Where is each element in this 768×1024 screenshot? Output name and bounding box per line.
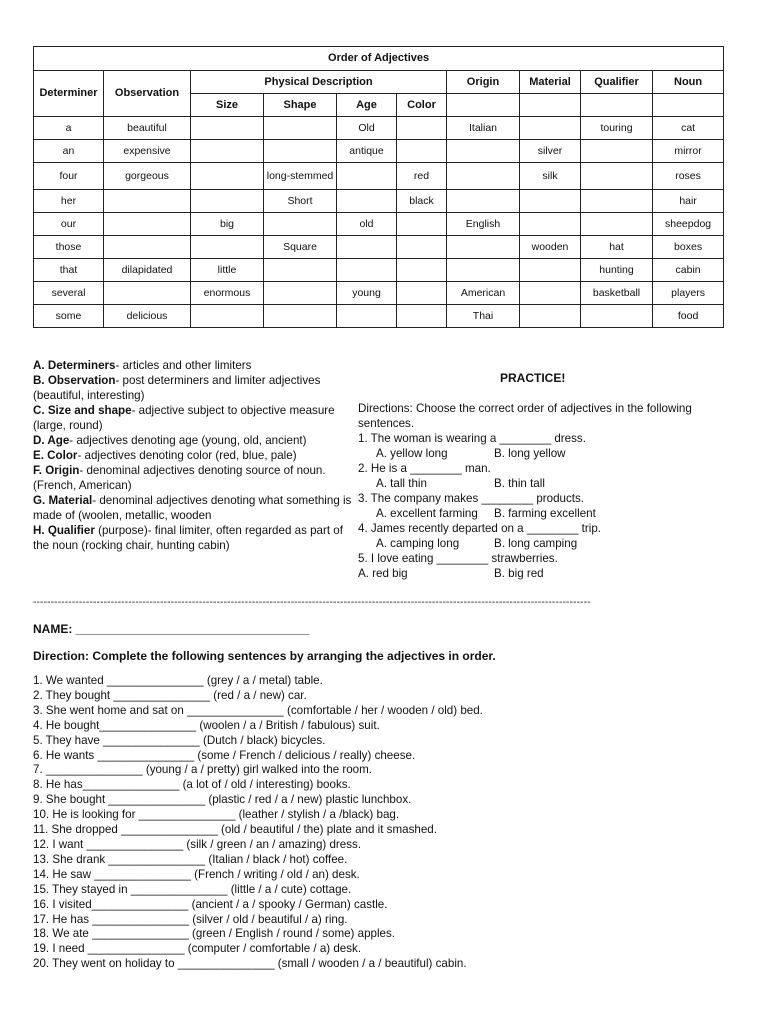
exercise-item: 14. He saw _______________ (French / writing / old / an) desk.: [33, 867, 360, 881]
table-cell: [337, 236, 397, 259]
table-cell: hat: [581, 236, 653, 259]
exercise-item: 2. They bought _______________ (red / a / new) car.: [33, 688, 307, 702]
table-cell: [191, 117, 264, 140]
table-cell: [191, 163, 264, 190]
exercise-item: 20. They went on holiday to _______________ (small / wooden / a / beautiful) cabin.: [33, 957, 467, 971]
exercise-item: 4. He bought_______________ (woolen / a / British / fabulous) suit.: [33, 718, 380, 732]
table-cell: [397, 282, 447, 305]
option-a: A. excellent farming: [376, 507, 478, 520]
definition-item: [33, 493, 353, 523]
table-row: [34, 305, 724, 328]
table-cell: [447, 259, 520, 282]
exercise-item: 8. He has_______________ (a lot of / old / interesting) books.: [33, 778, 351, 792]
table-cell: [397, 117, 447, 140]
table-body: [34, 117, 724, 328]
option-b: B. long camping: [494, 537, 578, 550]
practice-directions: Directions: Choose the correct order of adjectives in the following: [358, 402, 692, 415]
table-cell: Square: [264, 236, 337, 259]
table-cell: [581, 305, 653, 328]
exercise-item: 15. They stayed in _______________ (little / a / cute) cottage.: [33, 882, 352, 896]
table-row: [34, 163, 724, 190]
table-cell: an: [34, 140, 104, 163]
table-cell: [581, 190, 653, 213]
table-cell: [447, 190, 520, 213]
table-row: [34, 282, 724, 305]
table-cell: [520, 117, 581, 140]
definition-term: C. Size and shape: [33, 404, 132, 417]
table-cell: [520, 305, 581, 328]
option-a: A. tall thin: [376, 477, 427, 490]
definition-term: A. Determiners: [33, 359, 116, 372]
table-cell: Short: [264, 190, 337, 213]
definition-term: G. Material: [33, 494, 93, 507]
table-cell: cat: [653, 117, 724, 140]
exercise-item: 12. I want _______________ (silk / green / an / amazing) dress.: [33, 837, 362, 851]
table-cell: [104, 236, 191, 259]
table-row: [34, 190, 724, 213]
table-cell: expensive: [104, 140, 191, 163]
definition-item: [33, 523, 353, 553]
table-cell: [337, 163, 397, 190]
table-cell: [520, 213, 581, 236]
practice-section: [358, 401, 728, 581]
table-cell: those: [34, 236, 104, 259]
definition-text: - adjectives denoting color (red, blue, pale): [77, 449, 297, 462]
header-qualifier: Qualifier: [581, 71, 653, 94]
table-title: Order of Adjectives: [34, 47, 724, 71]
table-cell: American: [447, 282, 520, 305]
table-cell: big: [191, 213, 264, 236]
exercise-item: 5. They have _______________ (Dutch / black) bicycles.: [33, 733, 326, 747]
definition-text: - denominal adjectives denoting what something is made of (woolen, metallic, wooden: [33, 494, 352, 522]
definition-term: F. Origin: [33, 464, 80, 477]
header-color: Color: [397, 94, 447, 117]
table-cell: [104, 213, 191, 236]
table-cell: silk: [520, 163, 581, 190]
definition-item: [33, 448, 353, 463]
table-cell: hair: [653, 190, 724, 213]
table-cell: [264, 259, 337, 282]
header-noun: Noun: [653, 71, 724, 94]
table-cell: [191, 236, 264, 259]
exercise-item: 9. She bought _______________ (plastic / red / a / new) plastic lunchbox.: [33, 793, 412, 807]
header-determiner: Determiner: [34, 71, 104, 117]
table-cell: [447, 140, 520, 163]
practice-options: [358, 476, 728, 491]
header-size: Size: [191, 94, 264, 117]
option-a: A. red big: [358, 567, 408, 580]
table-cell: [104, 282, 191, 305]
table-cell: [337, 259, 397, 282]
table-cell: Old: [337, 117, 397, 140]
header-origin-blank: [447, 94, 520, 117]
practice-questions: [358, 431, 728, 581]
practice-title: PRACTICE!: [500, 371, 566, 385]
table-cell: [264, 282, 337, 305]
practice-question: 2. He is a ________ man.: [358, 462, 491, 475]
definition-text: - adjectives denoting age (young, old, ancient): [69, 434, 307, 447]
table-cell: Italian: [447, 117, 520, 140]
table-cell: [581, 163, 653, 190]
definition-item: [33, 373, 353, 403]
table-cell: [191, 190, 264, 213]
table-cell: [397, 259, 447, 282]
option-a: A. yellow long: [376, 447, 448, 460]
header-observation: Observation: [104, 71, 191, 117]
table-cell: [581, 213, 653, 236]
table-cell: [397, 140, 447, 163]
definition-item: [33, 358, 353, 373]
table-cell: boxes: [653, 236, 724, 259]
definition-item: [33, 403, 353, 433]
table-cell: that: [34, 259, 104, 282]
table-cell: cabin: [653, 259, 724, 282]
exercise-item: 11. She dropped _______________ (old / beautiful / the) plate and it smashed.: [33, 823, 437, 837]
table-cell: old: [337, 213, 397, 236]
exercise-item: 6. He wants _______________ (some / French / delicious / really) cheese.: [33, 748, 416, 762]
table-cell: players: [653, 282, 724, 305]
exercise-list: [33, 674, 733, 972]
definition-text: - post determiners and limiter adjectives (beautiful, interesting): [33, 374, 321, 402]
option-b: B. big red: [494, 567, 544, 580]
header-material-blank: [520, 94, 581, 117]
cut-line-divider: --------------------------------------------------------------------------------------------------------------------------------------------------------------: [33, 597, 591, 608]
header-age: Age: [337, 94, 397, 117]
table-cell: [191, 140, 264, 163]
table-row: [34, 236, 724, 259]
definition-text: - denominal adjectives denoting source of noun. (French, American): [33, 464, 326, 492]
table-cell: mirror: [653, 140, 724, 163]
definition-text: - adjective subject to objective measure (large, round): [33, 404, 335, 432]
definition-item: [33, 463, 353, 493]
definition-term: H. Qualifier: [33, 524, 95, 537]
definition-term: E. Color: [33, 449, 78, 462]
practice-options: [358, 536, 728, 551]
exercise-item: 7. _______________ (young / a / pretty) girl walked into the room.: [33, 763, 373, 777]
exercise-direction: Direction: Complete the following sentences by arranging the adjectives in order.: [33, 649, 496, 663]
table-cell: [397, 305, 447, 328]
table-cell: food: [653, 305, 724, 328]
order-of-adjectives-table: [33, 46, 724, 328]
definition-term: D. Age: [33, 434, 70, 447]
table-cell: [264, 117, 337, 140]
practice-question: 1. The woman is wearing a ________ dress.: [358, 432, 586, 445]
header-material: Material: [520, 71, 581, 94]
table-cell: silver: [520, 140, 581, 163]
option-b: B. long yellow: [494, 447, 566, 460]
option-b: B. thin tall: [494, 477, 545, 490]
option-b: B. farming excellent: [494, 507, 596, 520]
option-a: A. camping long: [376, 537, 460, 550]
table-cell: roses: [653, 163, 724, 190]
table-row: [34, 140, 724, 163]
table-cell: [520, 259, 581, 282]
exercise-item: 1. We wanted _______________ (grey / a / metal) table.: [33, 674, 323, 687]
table-cell: young: [337, 282, 397, 305]
practice-options: [358, 506, 728, 521]
exercise-item: 18. We ate _______________ (green / English / round / some) apples.: [33, 927, 396, 941]
practice-question: 4. James recently departed on a ________ trip.: [358, 522, 601, 535]
exercise-item: 13. She drank _______________ (Italian / black / hot) coffee.: [33, 852, 348, 866]
table-cell: enormous: [191, 282, 264, 305]
table-cell: touring: [581, 117, 653, 140]
table-cell: [581, 140, 653, 163]
table-cell: antique: [337, 140, 397, 163]
table-cell: [104, 190, 191, 213]
table-cell: our: [34, 213, 104, 236]
table-row: [34, 259, 724, 282]
table-cell: [264, 213, 337, 236]
table-cell: four: [34, 163, 104, 190]
table-cell: gorgeous: [104, 163, 191, 190]
table-cell: red: [397, 163, 447, 190]
header-qualifier-blank: [581, 94, 653, 117]
practice-directions-cont: sentences.: [358, 417, 415, 430]
table-cell: [520, 190, 581, 213]
definitions-list: [33, 358, 353, 553]
exercise-item: 17. He has _______________ (silver / old / beautiful / a) ring.: [33, 912, 348, 926]
definition-term: B. Observation: [33, 374, 116, 387]
table-cell: [337, 190, 397, 213]
table-cell: a: [34, 117, 104, 140]
table-cell: [264, 140, 337, 163]
table-cell: [191, 305, 264, 328]
header-noun-blank: [653, 94, 724, 117]
table-cell: Thai: [447, 305, 520, 328]
table-cell: beautiful: [104, 117, 191, 140]
table-cell: hunting: [581, 259, 653, 282]
practice-question: 3. The company makes ________ products.: [358, 492, 585, 505]
definition-text: - articles and other limiters: [115, 359, 252, 372]
table-cell: her: [34, 190, 104, 213]
definition-item: [33, 433, 353, 448]
exercise-item: 19. I need _______________ (computer / comfortable / a) desk.: [33, 942, 362, 956]
table-cell: [397, 236, 447, 259]
table-cell: [264, 305, 337, 328]
practice-question: 5. I love eating ________ strawberries.: [358, 552, 558, 565]
table-cell: English: [447, 213, 520, 236]
exercise-item: 16. I visited_______________ (ancient / a / spooky / German) castle.: [33, 897, 388, 911]
header-physical-description: Physical Description: [191, 71, 447, 94]
table-row: [34, 213, 724, 236]
definition-text: (purpose)- final limiter, often regarded as part of the noun (rocking chair, hunting cabin): [33, 524, 343, 552]
table-cell: [447, 163, 520, 190]
table-cell: [447, 236, 520, 259]
table-cell: [397, 213, 447, 236]
table-cell: delicious: [104, 305, 191, 328]
table-row: [34, 117, 724, 140]
table-cell: black: [397, 190, 447, 213]
table-cell: [520, 282, 581, 305]
table-cell: several: [34, 282, 104, 305]
table-cell: basketball: [581, 282, 653, 305]
table-cell: dilapidated: [104, 259, 191, 282]
table-cell: [337, 305, 397, 328]
header-origin: Origin: [447, 71, 520, 94]
practice-options: [358, 566, 728, 581]
table-cell: sheepdog: [653, 213, 724, 236]
table-cell: little: [191, 259, 264, 282]
name-field-line: NAME: ___________________________________: [33, 622, 310, 636]
table-cell: some: [34, 305, 104, 328]
table-cell: long-stemmed: [264, 163, 337, 190]
header-shape: Shape: [264, 94, 337, 117]
exercise-item: 3. She went home and sat on _______________ (comfortable / her / wooden / old) bed.: [33, 703, 483, 717]
practice-options: [358, 446, 728, 461]
exercise-item: 10. He is looking for _______________ (leather / stylish / a /black) bag.: [33, 808, 400, 822]
table-cell: wooden: [520, 236, 581, 259]
